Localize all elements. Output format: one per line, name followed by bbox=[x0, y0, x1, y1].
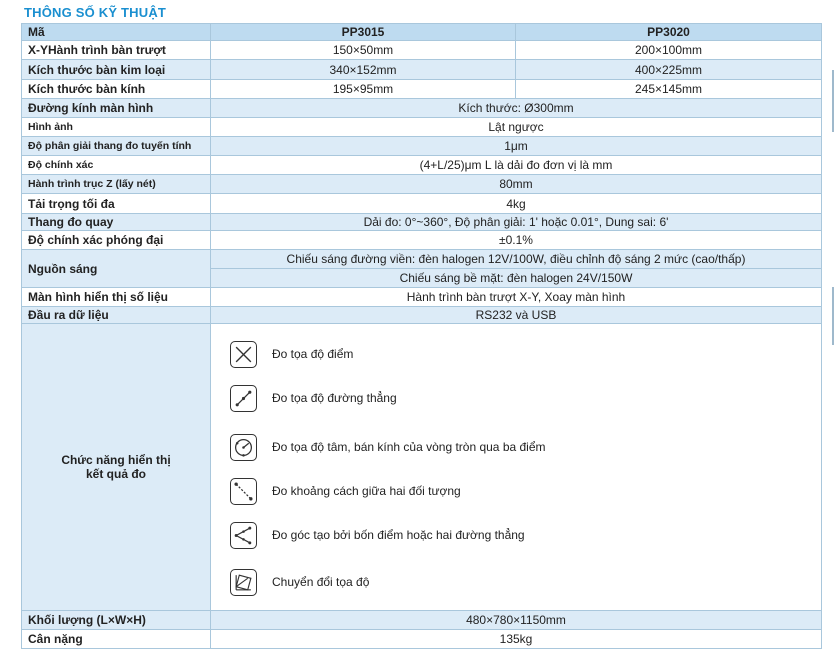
table-row bbox=[22, 194, 822, 214]
circle-measure-icon bbox=[230, 434, 257, 461]
row-label: Thang đo quay bbox=[22, 214, 211, 231]
table-row bbox=[22, 630, 822, 649]
functions-label bbox=[22, 324, 211, 611]
row-value: 200×100mm bbox=[516, 41, 822, 60]
row-value: 195×95mm bbox=[211, 80, 516, 99]
row-value: Chiếu sáng bề mặt: đèn halogen 24V/150W bbox=[211, 269, 822, 288]
list-item bbox=[230, 339, 353, 369]
row-value: 245×145mm bbox=[516, 80, 822, 99]
row-label: Hành trình trục Z (lấy nét) bbox=[22, 175, 211, 194]
header-col-pp3020: PP3020 bbox=[516, 24, 822, 41]
row-label: Đường kính màn hình bbox=[22, 99, 211, 118]
list-item bbox=[230, 567, 369, 597]
row-label: Màn hình hiển thị số liệu bbox=[22, 288, 211, 307]
table-row bbox=[22, 307, 822, 324]
function-text: Đo khoảng cách giữa hai đối tượng bbox=[272, 484, 461, 498]
table-row bbox=[22, 231, 822, 250]
list-item bbox=[230, 432, 546, 462]
line-measure-icon bbox=[230, 385, 257, 412]
row-value: Lật ngược bbox=[211, 118, 822, 137]
functions-list bbox=[217, 324, 815, 610]
list-item bbox=[230, 383, 397, 413]
function-text: Chuyển đổi tọa độ bbox=[272, 575, 370, 589]
table-row bbox=[22, 214, 822, 231]
table-row bbox=[22, 118, 822, 137]
row-value: 340×152mm bbox=[211, 60, 516, 80]
distance-measure-icon bbox=[230, 478, 257, 505]
row-label: Hình ảnh bbox=[22, 118, 211, 137]
row-value: Hành trình bàn trượt X-Y, Xoay màn hình bbox=[211, 288, 822, 307]
spec-table bbox=[21, 23, 822, 649]
row-label: Khối lượng (L×W×H) bbox=[22, 611, 211, 630]
function-text: Đo tọa độ điểm bbox=[272, 347, 354, 361]
functions-row bbox=[22, 324, 822, 611]
row-value: ±0.1% bbox=[211, 231, 822, 250]
row-value: 480×780×1150mm bbox=[211, 611, 822, 630]
row-value: (4+L/25)μm L là dải đo đơn vị là mm bbox=[211, 156, 822, 175]
header-row bbox=[22, 24, 822, 41]
row-value: Dải đo: 0°~360°, Độ phân giải: 1' hoặc 0.01°, Dung sai: 6' bbox=[211, 214, 822, 231]
function-text: Đo tọa độ tâm, bán kính của vòng tròn qua ba điểm bbox=[272, 440, 546, 454]
page-title: THÔNG SỐ KỸ THUẬT bbox=[24, 5, 167, 20]
row-value: RS232 và USB bbox=[211, 307, 822, 324]
table-row bbox=[22, 611, 822, 630]
point-measure-icon bbox=[230, 341, 257, 368]
function-text: Đo góc tạo bởi bốn điểm hoặc hai đường thẳng bbox=[272, 528, 525, 542]
angle-measure-icon bbox=[230, 522, 257, 549]
row-label: Độ chính xác bbox=[22, 156, 211, 175]
functions-list-cell bbox=[211, 324, 822, 611]
table-row bbox=[22, 288, 822, 307]
table-row bbox=[22, 60, 822, 80]
table-row bbox=[22, 41, 822, 60]
list-item bbox=[230, 476, 461, 506]
row-value: 400×225mm bbox=[516, 60, 822, 80]
row-value: 80mm bbox=[211, 175, 822, 194]
table-row bbox=[22, 99, 822, 118]
row-value: Kích thước: Ø300mm bbox=[211, 99, 822, 118]
row-label: Nguồn sáng bbox=[22, 250, 211, 288]
function-text: Đo tọa độ đường thẳng bbox=[272, 391, 397, 405]
table-row bbox=[22, 80, 822, 99]
table-row bbox=[22, 175, 822, 194]
table-row bbox=[22, 250, 822, 269]
table-row bbox=[22, 156, 822, 175]
functions-label-line2: kết quả đo bbox=[85, 467, 146, 481]
list-item bbox=[230, 520, 525, 550]
row-label: Kích thước bàn kim loại bbox=[22, 60, 211, 80]
row-value: 150×50mm bbox=[211, 41, 516, 60]
row-value: Chiếu sáng đường viền: đèn halogen 12V/100W, điều chỉnh độ sáng 2 mức (cao/thấp) bbox=[211, 250, 822, 269]
functions-label-line1: Chức năng hiển thị bbox=[61, 453, 171, 467]
row-label: Kích thước bàn kính bbox=[22, 80, 211, 99]
row-label: Độ chính xác phóng đại bbox=[22, 231, 211, 250]
table-row bbox=[22, 137, 822, 156]
row-label: Tải trọng tối đa bbox=[22, 194, 211, 214]
row-value: 135kg bbox=[211, 630, 822, 649]
row-value: 4kg bbox=[211, 194, 822, 214]
row-label: Đầu ra dữ liệu bbox=[22, 307, 211, 324]
row-value: 1μm bbox=[211, 137, 822, 156]
header-col-pp3015: PP3015 bbox=[211, 24, 516, 41]
header-label: Mã bbox=[22, 24, 211, 41]
row-label: Độ phân giải thang đo tuyến tính bbox=[22, 137, 211, 156]
row-label: X-YHành trình bàn trượt bbox=[22, 41, 211, 60]
coordinate-convert-icon bbox=[230, 569, 257, 596]
row-label: Cân nặng bbox=[22, 630, 211, 649]
